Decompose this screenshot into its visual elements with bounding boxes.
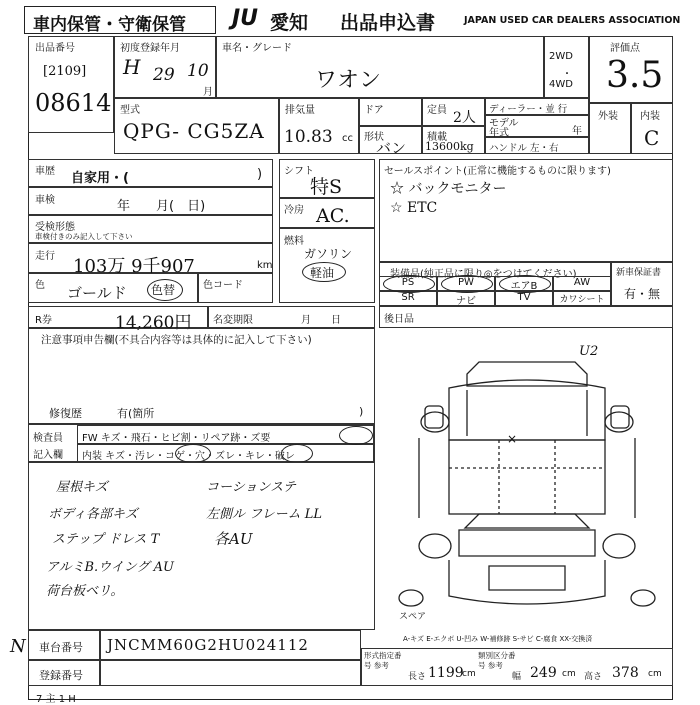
height-unit: cm — [648, 669, 662, 679]
registration-cell — [114, 36, 216, 98]
interior-grade: C — [644, 126, 660, 150]
notes-label: 注意事項申告欄(不具合内容等は具体的に記入して下さい) — [41, 334, 312, 346]
color-value: ゴールド — [67, 284, 127, 302]
storage-box — [24, 6, 216, 34]
equip-tv: TV — [495, 291, 553, 306]
ju-logo — [232, 6, 258, 31]
ac-label: 冷房 — [284, 205, 304, 216]
fuel-oil: 軽油 — [310, 266, 335, 280]
model-year-cell — [485, 115, 589, 137]
warranty-value: 有・無 — [624, 287, 661, 301]
inspector-mark-1 — [175, 444, 211, 463]
mileage-label: 走行 — [35, 251, 55, 262]
transfer-label: 名変期限 — [213, 315, 253, 326]
receipt-note: 車検付きのみ記入して下さい — [35, 232, 133, 241]
sales-points-label: セールスポイント(正常に機能するものに限ります) — [384, 166, 611, 177]
load-cell — [422, 126, 485, 154]
mileage-value: 103万 9千907 — [73, 256, 195, 277]
inspector-mark-2 — [281, 444, 313, 463]
recycle-value: 14,260円 — [115, 313, 192, 333]
ps-circle — [383, 275, 435, 293]
interior-row-text: 内装 キズ・汚レ・コゲ・穴・ズレ・キレ・破レ — [82, 451, 295, 462]
shift-label: シフト — [284, 166, 314, 177]
color-code-label: 色コード — [203, 280, 243, 291]
ju-logo-text: JU — [232, 6, 259, 31]
color-code-cell — [198, 273, 273, 303]
form-header — [0, 0, 700, 34]
interior-row — [77, 444, 374, 462]
recycle-cell — [28, 306, 208, 333]
fuel-value: ガソリン — [304, 247, 353, 261]
chassis-label-cell — [28, 630, 100, 660]
registration-year: 29 — [153, 65, 175, 85]
seats-value: 2人 — [453, 110, 476, 126]
lot-code: [2109] — [43, 64, 87, 79]
warranty-cell — [611, 262, 673, 306]
equip-pw: PW — [437, 276, 495, 291]
inspector-mark-3 — [339, 426, 373, 445]
model-name: ワオン — [315, 68, 382, 93]
rating-label: 評価点 — [610, 43, 640, 54]
spare-label: スペア — [399, 612, 427, 622]
inspection-value: 年 月( 日) — [117, 199, 206, 214]
dims-cell — [361, 648, 673, 686]
shape-cell — [359, 126, 422, 157]
registration-month-unit: 月 — [203, 87, 213, 98]
inspector-note-8: 荷台板ベリ。 — [46, 584, 124, 599]
model-cell — [216, 36, 544, 98]
chassis-value-cell — [100, 630, 361, 660]
seats-label: 定員 — [427, 105, 447, 116]
vehicle-outline — [379, 328, 673, 630]
inspector-note-3: ボディ各部キズ — [48, 507, 138, 522]
diagram-x-mark: × — [507, 432, 518, 446]
seats-cell — [422, 98, 485, 126]
doors-label: ドア — [364, 105, 384, 116]
inspector-note-5: ステップ ドレス T — [52, 532, 160, 547]
model-year-label: モデル 年式 — [489, 118, 519, 139]
interior-label: 内装 — [640, 111, 660, 122]
rear-items-label: 後日品 — [384, 314, 414, 325]
vehicle-diagram — [379, 328, 673, 643]
shape-value: バン — [376, 139, 407, 157]
ac-cell — [279, 198, 375, 228]
lot-number: 08614 — [35, 89, 112, 117]
history-close: ) — [257, 167, 263, 182]
displacement-value: 10.83 — [284, 127, 333, 147]
drive-dot: ・ — [562, 69, 572, 80]
color-change: 色替 — [151, 283, 176, 297]
inspector-sub-label: 記入欄 — [33, 450, 63, 461]
registration-label: 初度登録年月 — [120, 43, 180, 54]
equip-leather: カワシート — [553, 291, 611, 306]
length-value: 1199 — [428, 665, 464, 681]
inspection-label: 車検 — [35, 195, 55, 206]
drive-cell — [544, 36, 589, 98]
height-label: 高さ — [584, 672, 603, 682]
displacement-label: 排気量 — [285, 105, 315, 116]
type-value: QPG- CG5ZA — [123, 119, 265, 143]
interior-cell — [631, 103, 673, 154]
rating-score: 3.5 — [606, 55, 664, 96]
chassis-mark: N — [10, 636, 26, 657]
inspector-label: 検査員 — [33, 433, 63, 444]
inspection-cell — [28, 187, 273, 215]
registration-era: H — [123, 55, 141, 79]
model-year-unit: 年 — [572, 126, 582, 137]
dealer-label: ディーラー・並 行 — [489, 104, 568, 115]
form-title: 出品申込書 — [340, 12, 436, 34]
diagram-legend: A-キズ E-エクボ U-凹み W-補修跡 S-サビ C-腐食 XX-交換済 — [403, 635, 593, 643]
storage-label: 車内保管・守衛保管 — [33, 15, 186, 35]
chassis-label: 車台番号 — [39, 641, 83, 654]
transfer-value: 月 日 — [301, 315, 341, 326]
mileage-unit: km — [257, 260, 273, 271]
dealer-cell — [485, 98, 589, 115]
ac-value: AC. — [316, 205, 350, 227]
equip-aw: AW — [553, 276, 611, 291]
height-value: 378 — [612, 665, 639, 681]
doors-cell — [359, 98, 422, 126]
exterior-cell — [589, 103, 631, 154]
repair-value: 有(箇所 — [117, 407, 155, 420]
mileage-cell — [28, 243, 273, 277]
association-name: JAPAN USED CAR DEALERS ASSOCIATION — [464, 15, 681, 26]
equip-airbag: エアB — [495, 276, 553, 291]
drive-4wd: 4WD — [549, 79, 573, 90]
receipt-cell — [28, 215, 273, 243]
width-unit: cm — [562, 669, 576, 679]
type-label: 型式 — [120, 105, 140, 116]
inspector-note-2: コーションステ — [206, 480, 296, 495]
sales-point-2: ☆ ETC — [390, 200, 438, 216]
model-label: 車名・グレード — [222, 43, 292, 54]
length-unit: cm — [462, 669, 476, 679]
equip-sr: SR — [379, 291, 437, 306]
width-label: 幅 — [512, 672, 522, 682]
rear-items-cell — [379, 306, 673, 328]
displacement-unit: cc — [342, 133, 353, 144]
brand-region: 愛知 — [270, 12, 309, 34]
exterior-label: 外装 — [598, 111, 618, 122]
registration-month: 10 — [187, 61, 209, 81]
sales-point-1: ☆ バックモニター — [390, 181, 507, 197]
inspector-cell — [28, 424, 375, 462]
receipt-label: 受検形態 — [35, 222, 75, 233]
transfer-cell — [208, 306, 375, 328]
class-ref-label: 類別区分番号 参考 — [478, 651, 516, 670]
color-cell — [28, 273, 198, 303]
notes-cell — [28, 328, 375, 424]
shift-value: 特S — [310, 176, 343, 198]
load-label: 積載 — [427, 132, 447, 143]
repair-close: ) — [359, 405, 364, 418]
warranty-label: 新車保証書 — [616, 268, 662, 278]
sales-points-cell — [379, 159, 673, 262]
shape-label: 形状 — [364, 132, 384, 143]
drive-2wd: 2WD — [549, 51, 573, 62]
repair-label: 修復歴 — [49, 407, 82, 420]
length-label: 長さ — [408, 672, 427, 682]
fw-row-text: FW キズ・飛石・ヒビ割・リペア跡・ズ要 — [82, 433, 271, 444]
airbag-circle — [499, 275, 551, 293]
history-cell — [28, 159, 273, 187]
equipment-grid — [379, 276, 611, 306]
pw-circle — [441, 275, 493, 293]
width-value: 249 — [530, 665, 557, 681]
inspector-note-7: アルミB.ウイング AU — [46, 560, 174, 575]
history-label: 車歴 — [35, 166, 55, 177]
load-value: 13600kg — [425, 140, 474, 153]
equipment-label: 装備品(純正品に限り◎をつけてください) — [390, 269, 577, 280]
color-label: 色 — [35, 280, 45, 291]
rating-cell — [589, 36, 673, 103]
history-value: 自家用・( — [71, 171, 129, 186]
reg-value-cell — [100, 660, 361, 686]
inspector-note-4: 左側ル フレーム LL — [206, 507, 323, 522]
inspector-note-6: 各AU — [214, 530, 253, 548]
recycle-label: R券 — [35, 315, 52, 326]
fw-row — [77, 425, 374, 444]
shift-cell — [279, 159, 375, 198]
type-cell — [114, 98, 279, 154]
lot-label: 出品番号 — [35, 43, 75, 54]
type-ref-label: 形式指定番号 参考 — [364, 651, 402, 670]
reg-label: 登録番号 — [39, 669, 83, 682]
diagram-top-note: U2 — [579, 344, 599, 359]
inspector-note-1: 屋根キズ — [56, 480, 108, 495]
fuel-cell — [279, 228, 375, 303]
handle-label: ハンドル 左・右 — [489, 143, 559, 154]
handle-cell — [485, 137, 589, 154]
lot-cell — [28, 36, 114, 133]
fuel-label: 燃料 — [284, 236, 304, 247]
displacement-cell — [279, 98, 359, 154]
footer-text: 7 主 1 H — [36, 694, 76, 705]
equip-navi: ナビ — [437, 291, 495, 306]
reg-label-cell — [28, 660, 100, 686]
chassis-value: JNCMM60G2HU024112 — [107, 636, 309, 654]
equip-ps: PS — [379, 276, 437, 291]
